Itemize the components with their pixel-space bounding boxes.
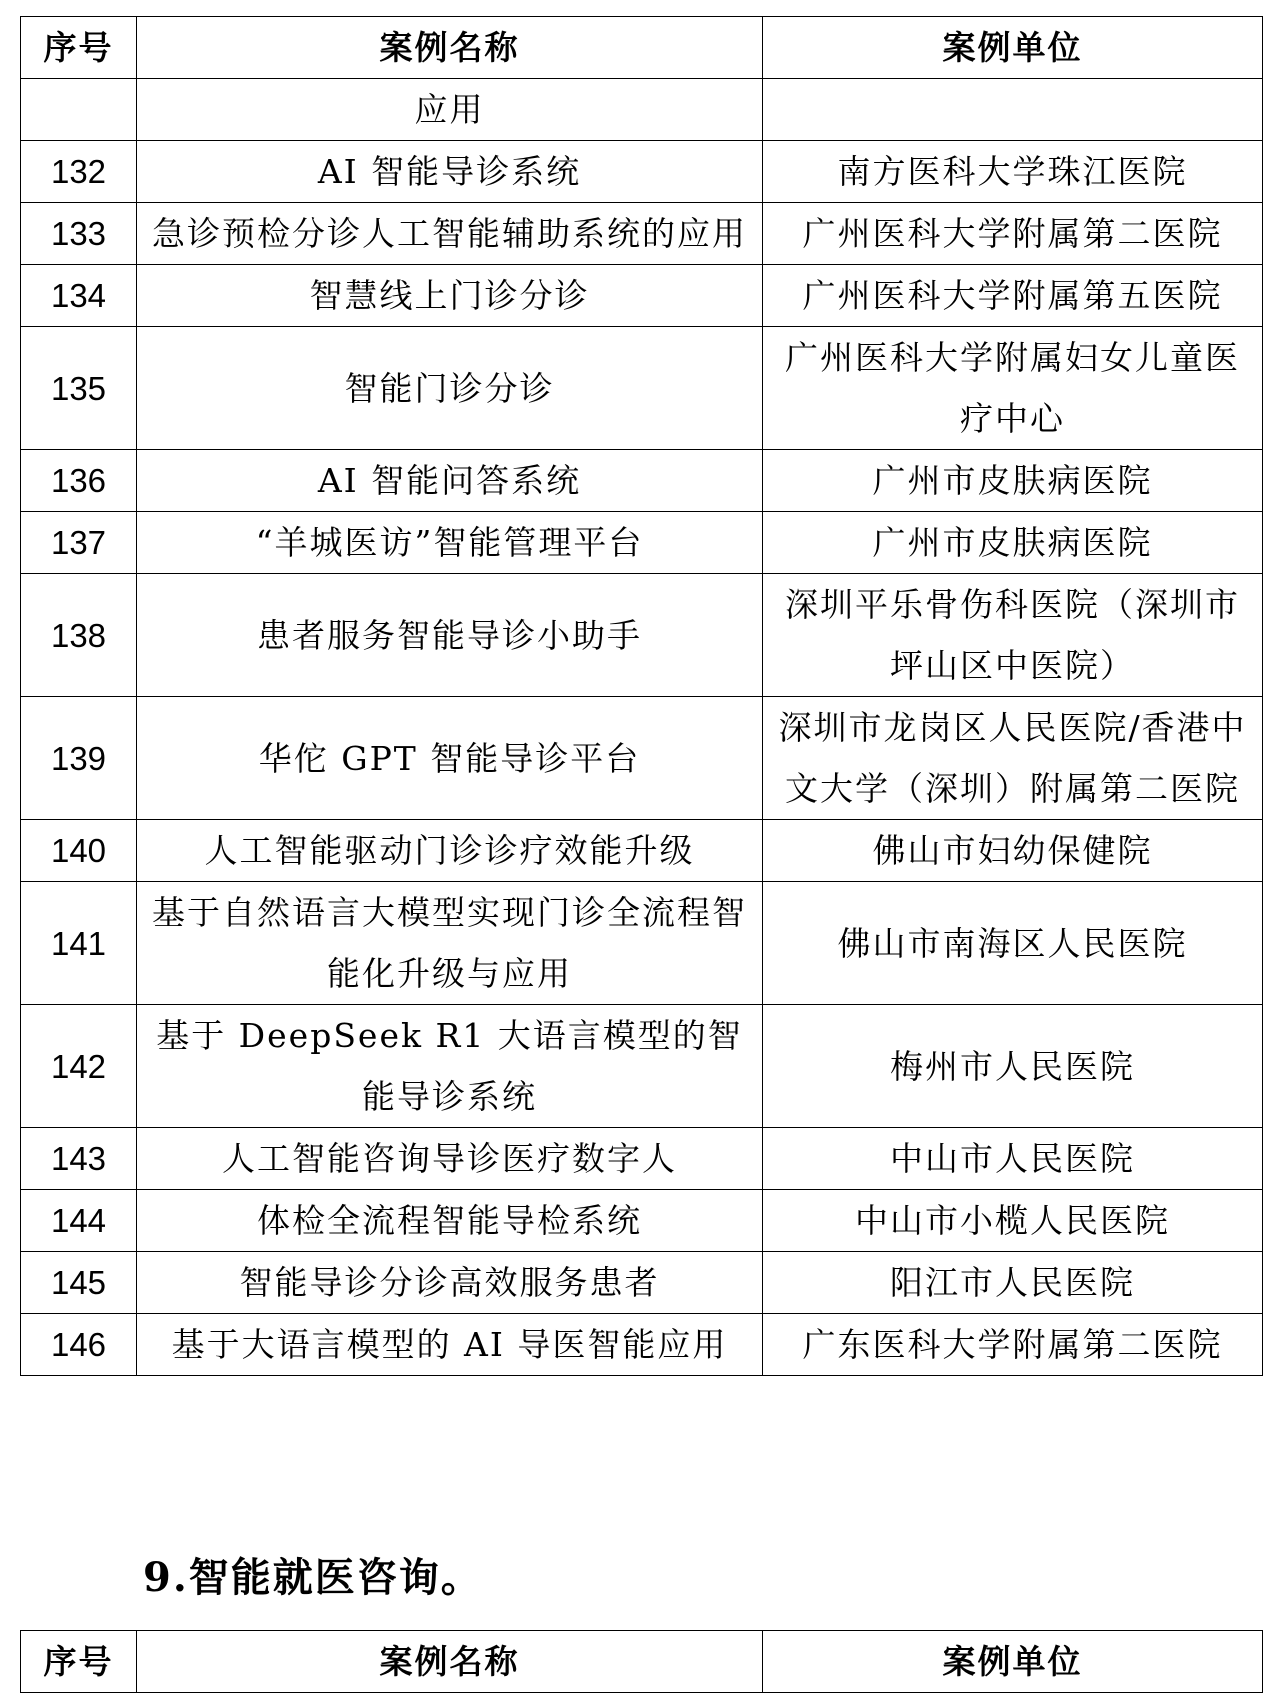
header-no: 序号 xyxy=(21,17,137,79)
table-row xyxy=(21,79,1263,141)
row-number: 132 xyxy=(21,141,137,203)
case-table-2 xyxy=(20,1630,1263,1693)
row-case-unit: 梅州市人民医院 xyxy=(763,1005,1263,1128)
row-case-name: 基于自然语言大模型实现门诊全流程智能化升级与应用 xyxy=(137,882,763,1005)
table-row xyxy=(21,265,1263,327)
row-number: 136 xyxy=(21,450,137,512)
row-case-name: AI 智能问答系统 xyxy=(137,450,763,512)
table-row xyxy=(21,327,1263,450)
table-row xyxy=(21,203,1263,265)
table-row xyxy=(21,1252,1263,1314)
row-case-name: 急诊预检分诊人工智能辅助系统的应用 xyxy=(137,203,763,265)
row-case-name: 基于 DeepSeek R1 大语言模型的智能导诊系统 xyxy=(137,1005,763,1128)
table-row xyxy=(21,1190,1263,1252)
table-row xyxy=(21,820,1263,882)
table-row xyxy=(21,512,1263,574)
row-case-unit: 阳江市人民医院 xyxy=(763,1252,1263,1314)
table-body xyxy=(21,79,1263,1376)
row-number: 133 xyxy=(21,203,137,265)
row-case-unit: 佛山市南海区人民医院 xyxy=(763,882,1263,1005)
row-case-unit: 广州市皮肤病医院 xyxy=(763,450,1263,512)
row-case-name: 人工智能咨询导诊医疗数字人 xyxy=(137,1128,763,1190)
row-number: 146 xyxy=(21,1314,137,1376)
row-number: 141 xyxy=(21,882,137,1005)
table-row xyxy=(21,1005,1263,1128)
table-header-row xyxy=(21,17,1263,79)
row-case-name: 智能导诊分诊高效服务患者 xyxy=(137,1252,763,1314)
row-case-name: 智能门诊分诊 xyxy=(137,327,763,450)
row-case-name: 智慧线上门诊分诊 xyxy=(137,265,763,327)
row-number: 135 xyxy=(21,327,137,450)
row-number: 140 xyxy=(21,820,137,882)
header-case-unit: 案例单位 xyxy=(763,17,1263,79)
table-row xyxy=(21,1314,1263,1376)
section-heading: 9.智能就医咨询。 xyxy=(143,1554,483,1601)
row-case-unit: 深圳平乐骨伤科医院（深圳市坪山区中医院） xyxy=(763,574,1263,697)
row-number: 143 xyxy=(21,1128,137,1190)
row-number: 137 xyxy=(21,512,137,574)
header-case-name: 案例名称 xyxy=(137,1631,763,1693)
row-number: 134 xyxy=(21,265,137,327)
row-case-name: 人工智能驱动门诊诊疗效能升级 xyxy=(137,820,763,882)
row-case-unit: 广东医科大学附属第二医院 xyxy=(763,1314,1263,1376)
row-case-name: “羊城医访”智能管理平台 xyxy=(137,512,763,574)
row-case-unit: 佛山市妇幼保健院 xyxy=(763,820,1263,882)
row-case-unit: 中山市小榄人民医院 xyxy=(763,1190,1263,1252)
header-case-unit: 案例单位 xyxy=(763,1631,1263,1693)
row-case-name: 基于大语言模型的 AI 导医智能应用 xyxy=(137,1314,763,1376)
row-case-unit xyxy=(763,79,1263,141)
table-row xyxy=(21,697,1263,820)
row-case-unit: 广州医科大学附属第二医院 xyxy=(763,203,1263,265)
case-table-1 xyxy=(20,16,1263,1376)
table-row xyxy=(21,141,1263,203)
row-number: 142 xyxy=(21,1005,137,1128)
table-row xyxy=(21,1128,1263,1190)
row-case-name: AI 智能导诊系统 xyxy=(137,141,763,203)
header-no: 序号 xyxy=(21,1631,137,1693)
row-case-unit: 广州市皮肤病医院 xyxy=(763,512,1263,574)
row-case-name: 应用 xyxy=(137,79,763,141)
row-case-unit: 南方医科大学珠江医院 xyxy=(763,141,1263,203)
table-row xyxy=(21,450,1263,512)
row-case-name: 华佗 GPT 智能导诊平台 xyxy=(137,697,763,820)
row-case-unit: 中山市人民医院 xyxy=(763,1128,1263,1190)
table-row xyxy=(21,574,1263,697)
header-case-name: 案例名称 xyxy=(137,17,763,79)
row-number: 139 xyxy=(21,697,137,820)
row-case-unit: 广州医科大学附属妇女儿童医疗中心 xyxy=(763,327,1263,450)
row-number: 144 xyxy=(21,1190,137,1252)
table-header-row xyxy=(21,1631,1263,1693)
row-number xyxy=(21,79,137,141)
row-number: 138 xyxy=(21,574,137,697)
row-case-name: 体检全流程智能导检系统 xyxy=(137,1190,763,1252)
table-row xyxy=(21,882,1263,1005)
row-case-name: 患者服务智能导诊小助手 xyxy=(137,574,763,697)
row-case-unit: 深圳市龙岗区人民医院/香港中文大学（深圳）附属第二医院 xyxy=(763,697,1263,820)
row-number: 145 xyxy=(21,1252,137,1314)
row-case-unit: 广州医科大学附属第五医院 xyxy=(763,265,1263,327)
